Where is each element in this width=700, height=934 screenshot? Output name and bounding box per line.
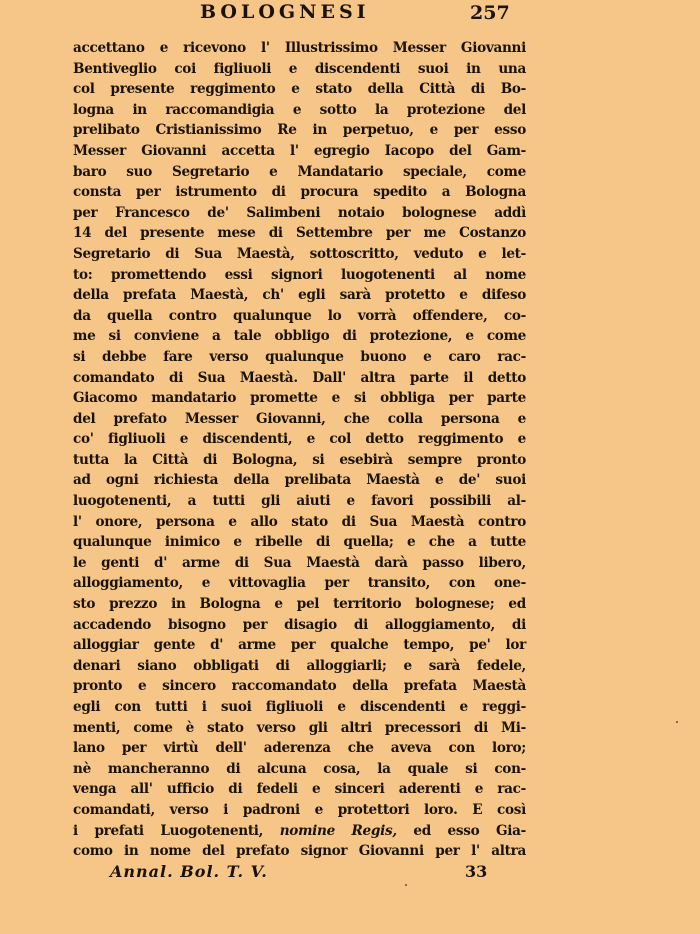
text-line: col presente reggimento e stato della Città di Bo- xyxy=(73,81,526,98)
text-line: venga all' ufficio di fedeli e sinceri aderenti e rac- xyxy=(73,781,526,798)
text-line: baro suo Segretario e Mandatario speciale, come xyxy=(73,163,526,180)
text-line: lano per virtù dell' aderenza che aveva con loro; xyxy=(73,740,526,757)
italic-phrase: nomine Regis, xyxy=(279,822,397,839)
text-line: si debbe fare verso qualunque buono e caro rac- xyxy=(73,348,526,365)
text-line: Segretario di Sua Maestà, sottoscritto, veduto e let- xyxy=(73,245,526,262)
text-line: comandato di Sua Maestà. Dall' altra parte il detto xyxy=(73,369,526,386)
text-line: da quella contro qualunque lo vorrà offendere, co- xyxy=(73,307,526,324)
text-line-with-italic xyxy=(73,821,526,842)
text-line: alloggiamento, e vittovaglia per transito, con one- xyxy=(73,575,526,592)
text-line: qualunque inimico e ribelle di quella; e che a tutte xyxy=(73,534,526,551)
text-line: menti, come è stato verso gli altri precessori di Mi- xyxy=(73,719,526,736)
signature-mark: Annal. Bol. T. V. xyxy=(110,862,268,881)
text-line: accadendo bisogno per disagio di alloggiamento, di xyxy=(73,616,526,633)
text-line: consta per istrumento di procura spedito a Bologna xyxy=(73,184,526,201)
text-line: prelibato Cristianissimo Re in perpetuo, e per esso xyxy=(73,122,526,139)
line-prefix: i prefati Luogotenenti, xyxy=(73,822,280,839)
text-line: Messer Giovanni accetta l' egregio Iacopo del Gam- xyxy=(73,142,526,159)
text-line: le genti d' arme di Sua Maestà darà passo libero, xyxy=(73,554,526,571)
text-line: alloggiar gente d' arme per qualche tempo, pe' lor xyxy=(73,637,526,654)
text-line: me si conviene a tale obbligo di protezione, e come xyxy=(73,328,526,345)
text-line: to: promettendo essi signori luogotenenti al nome xyxy=(73,266,526,283)
text-line: accettano e ricevono l' Illustrissimo Messer Giovanni xyxy=(73,40,526,56)
text-line: nè mancheranno di alcuna cosa, la quale si con- xyxy=(73,760,526,777)
text-line: Giacomo mandatario promette e si obbliga per parte xyxy=(73,390,526,407)
page-number: 257 xyxy=(470,2,510,24)
text-line: l' onore, persona e allo stato di Sua Maestà contro xyxy=(73,513,526,530)
text-line: del prefato Messer Giovanni, che colla persona e xyxy=(73,410,526,427)
line-suffix: ed esso Gia- xyxy=(396,822,526,839)
text-line: 14 del presente mese di Settembre per me Costanzo xyxy=(73,225,526,242)
text-line: tutta la Città di Bologna, si esebirà sempre pronto xyxy=(73,451,526,468)
text-line: como in nome del prefato signor Giovanni per l' altra xyxy=(73,843,526,860)
text-line: logna in raccomandigia e sotto la protezione del xyxy=(73,101,526,118)
text-line: comandati, verso i padroni e protettori loro. E così xyxy=(73,801,526,818)
text-line: della prefata Maestà, ch' egli sarà protetto e difeso xyxy=(73,287,526,304)
text-line: luogotenenti, a tutti gli aiuti e favori possibili al- xyxy=(73,493,526,510)
paper-speck xyxy=(405,884,407,886)
text-line: Bentiveglio coi figliuoli e discendenti suoi in una xyxy=(73,60,526,77)
running-title: BOLOGNESI xyxy=(200,1,370,23)
text-line: per Francesco de' Salimbeni notaio bolognese addì xyxy=(73,204,526,221)
text-line: sto prezzo in Bologna e pel territorio bolognese; ed xyxy=(73,596,526,613)
text-line: ad ogni richiesta della prelibata Maestà e de' suoi xyxy=(73,472,526,489)
body-text xyxy=(73,38,526,862)
text-line: co' figliuoli e discendenti, e col detto reggimento e xyxy=(73,431,526,448)
text-line: egli con tutti i suoi figliuoli e discendenti e reggi- xyxy=(73,699,526,715)
text-line: pronto e sincero raccomandato della prefata Maestà xyxy=(73,678,526,695)
text-line: denari siano obbligati di alloggiarli; e sarà fedele, xyxy=(73,657,526,674)
paper-speck xyxy=(676,721,678,723)
signature-number: 33 xyxy=(465,862,488,881)
